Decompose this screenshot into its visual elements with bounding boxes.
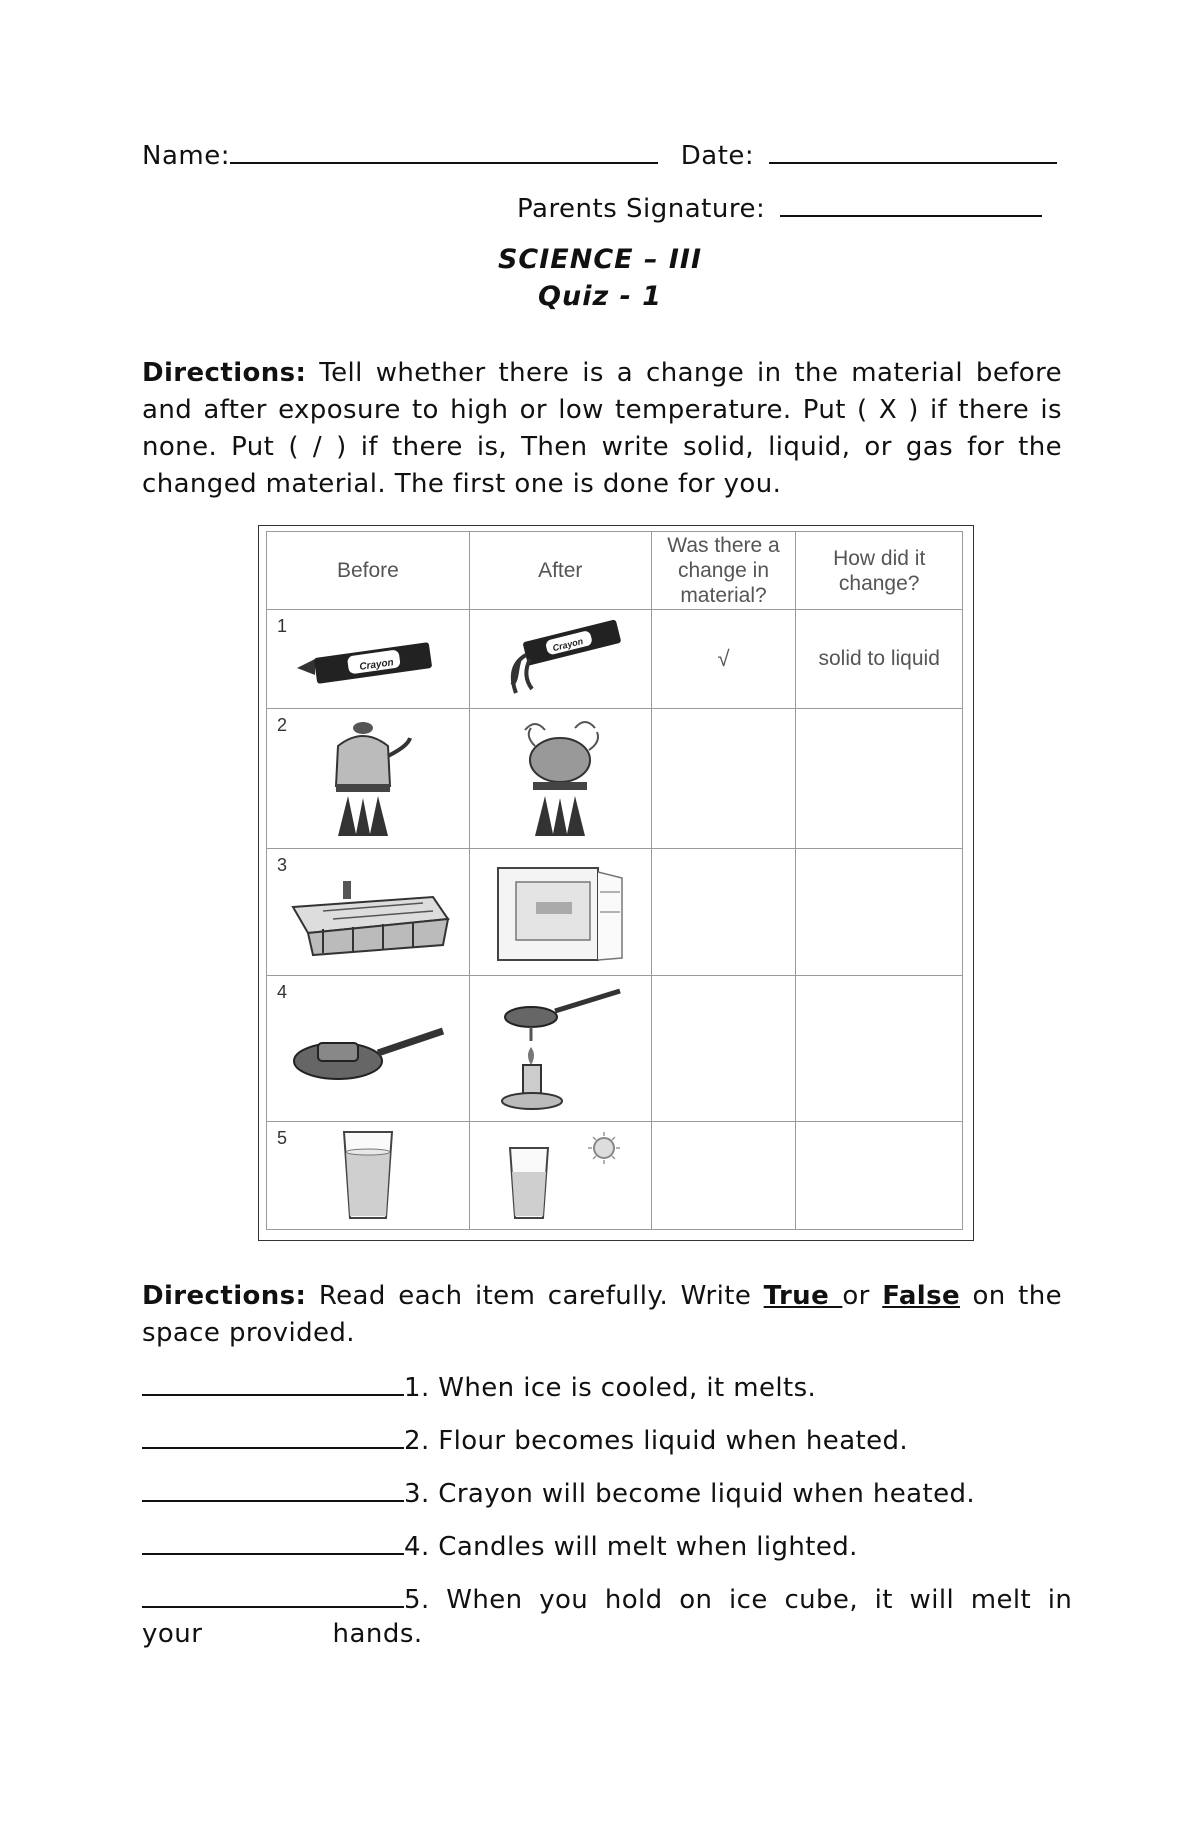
before-cell xyxy=(267,610,470,709)
table-row xyxy=(267,976,963,1122)
table-header-row xyxy=(267,532,963,610)
row-number: 1 xyxy=(277,616,288,636)
row-number: 4 xyxy=(277,982,288,1002)
answer-blank[interactable] xyxy=(142,1582,404,1608)
item-text: 5. When you hold on ice cube, it will melt in xyxy=(404,1585,1073,1615)
parent-signature-row xyxy=(517,193,1042,224)
or-word: or xyxy=(842,1281,883,1311)
list-item xyxy=(142,1582,1073,1615)
butter-on-spoon-icon xyxy=(288,1009,448,1089)
list-item xyxy=(142,1476,975,1509)
table-row xyxy=(267,709,963,849)
header-change: Was there a change in material? xyxy=(651,532,796,610)
boiling-kettle-icon xyxy=(505,716,615,841)
change-cell[interactable] xyxy=(651,709,796,849)
item-text: 4. Candles will melt when lighted. xyxy=(404,1532,858,1562)
subject-title: SCIENCE – III xyxy=(497,244,703,275)
after-cell xyxy=(469,610,651,709)
how-cell[interactable] xyxy=(796,709,963,849)
svg-text:Crayon: Crayon xyxy=(358,657,395,673)
how-cell[interactable] xyxy=(796,849,963,976)
after-cell xyxy=(469,976,651,1122)
list-item xyxy=(142,1370,816,1403)
item5-continuation xyxy=(142,1619,423,1649)
worksheet-table-frame xyxy=(258,525,974,1241)
list-item xyxy=(142,1529,858,1562)
change-cell[interactable] xyxy=(651,849,796,976)
before-cell xyxy=(267,976,470,1122)
spoon-over-candle-icon xyxy=(495,981,625,1116)
svg-text:Crayon: Crayon xyxy=(551,635,585,654)
row-number: 3 xyxy=(277,855,288,875)
item-text: 3. Crayon will become liquid when heated. xyxy=(404,1479,976,1509)
answer-blank[interactable] xyxy=(142,1370,404,1396)
header-before: Before xyxy=(267,532,470,610)
name-label: Name: xyxy=(142,141,230,171)
row-number: 2 xyxy=(277,715,288,735)
directions-part1 xyxy=(142,355,1062,503)
directions-text: Read each item carefully. Write xyxy=(306,1281,764,1311)
table-row xyxy=(267,610,963,709)
before-cell xyxy=(267,849,470,976)
item-text: 1. When ice is cooled, it melts. xyxy=(404,1373,817,1403)
parent-signature-label: Parents Signature: xyxy=(517,194,766,224)
before-cell xyxy=(267,709,470,849)
header-how: How did it change? xyxy=(796,532,963,610)
change-cell[interactable] xyxy=(651,1122,796,1230)
item-text: 2. Flour becomes liquid when heated. xyxy=(404,1426,909,1456)
directions-label: Directions: xyxy=(142,1281,307,1311)
melting-crayon-icon xyxy=(490,619,630,699)
table-row xyxy=(267,1122,963,1230)
change-cell[interactable] xyxy=(651,610,796,709)
date-label: Date: xyxy=(680,141,755,171)
header-after: After xyxy=(469,532,651,610)
false-word: False xyxy=(882,1281,961,1311)
freezer-icon xyxy=(490,862,630,962)
how-cell[interactable] xyxy=(796,610,963,709)
change-answer: √ xyxy=(717,646,730,671)
table-row xyxy=(267,849,963,976)
glass-of-water-icon xyxy=(338,1128,398,1223)
name-blank[interactable] xyxy=(230,140,658,164)
how-cell[interactable] xyxy=(796,976,963,1122)
after-cell xyxy=(469,709,651,849)
kettle-on-fire-icon xyxy=(318,716,418,841)
answer-blank[interactable] xyxy=(142,1476,404,1502)
before-cell xyxy=(267,1122,470,1230)
answer-blank[interactable] xyxy=(142,1529,404,1555)
directions-text-end: on the space provided. xyxy=(142,1281,1062,1348)
glass-in-sun-icon xyxy=(490,1128,630,1223)
quiz-title: Quiz - 1 xyxy=(538,281,662,312)
row-number: 5 xyxy=(277,1128,288,1148)
name-row xyxy=(142,140,1057,171)
item5-cont-b: hands. xyxy=(332,1619,423,1649)
directions-label: Directions: xyxy=(142,358,307,388)
list-item xyxy=(142,1423,908,1456)
item5-cont-a: your xyxy=(142,1619,203,1649)
parent-signature-blank[interactable] xyxy=(780,193,1042,217)
after-cell xyxy=(469,1122,651,1230)
date-blank[interactable] xyxy=(769,140,1057,164)
change-table xyxy=(266,531,963,1230)
change-cell[interactable] xyxy=(651,976,796,1122)
directions-text: Tell whether there is a change in the material before and after exposure to high or low temperature. Put ( X ) if there is none. Put ( / ) if there is, Then write solid, liquid, or gas for the changed material. The first one is done for you. xyxy=(142,358,1062,499)
after-cell xyxy=(469,849,651,976)
directions-part2 xyxy=(142,1278,1062,1352)
true-word: True xyxy=(763,1281,843,1311)
how-cell[interactable] xyxy=(796,1122,963,1230)
how-answer: solid to liquid xyxy=(818,647,940,670)
crayon-icon xyxy=(293,634,443,684)
answer-blank[interactable] xyxy=(142,1423,404,1449)
ice-tray-icon xyxy=(283,867,453,957)
